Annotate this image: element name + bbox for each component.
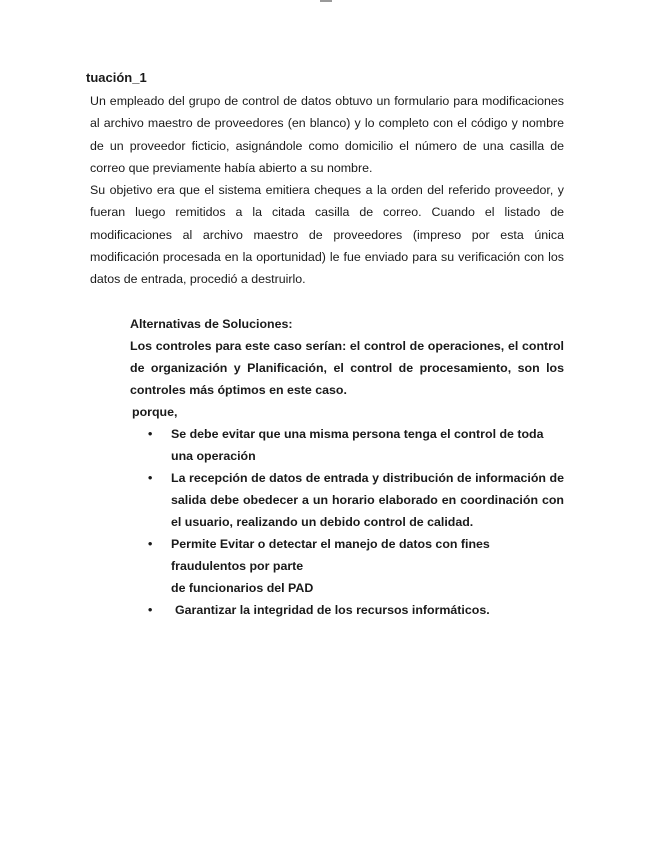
solutions-porque: porque, [132,405,178,419]
bullet-marker: • [148,427,153,441]
bullet-item [130,599,564,621]
case-paragraph-1: Un empleado del grupo de control de datos obtuvo un formulario para modificaciones al archivo maestro de proveedores (en blanco) y lo completo con el código y nombre de un proveedor ficticio, asignándole como domicilio el número de una casilla de correo que previamente había abierto a su nombre. [90,94,564,175]
bullet-text: Se debe evitar que una misma persona tenga el control de toda una operación [171,427,544,463]
bullet-item [130,467,564,533]
page-header-mark [320,0,332,2]
solutions-title: Alternativas de Soluciones: [130,317,293,331]
bullet-item [130,423,564,467]
solutions-statement: Los controles para este caso serían: el control de operaciones, el control de organización y Planificación, el control de procesamiento, son los controles más óptimos en este caso. [130,339,564,397]
case-paragraph-2: Su objetivo era que el sistema emitiera cheques a la orden del referido proveedor, y fueran luego remitidos a la citada casilla de correo. Cuando el listado de modificaciones al archivo maestro de proveedores (impreso por esta única modificación procesada en la oportunidad) le fue enviado para su verificación con los datos de entrada, procedió a destruirlo. [90,183,564,287]
bullet-item [130,533,564,599]
bullet-marker: • [148,537,153,551]
bullet-text: Garantizar la integridad de los recursos informáticos. [175,603,490,617]
bullet-text-continuation: de funcionarios del PAD [171,581,314,595]
case-description [90,90,564,291]
bullet-marker: • [148,603,153,617]
section-heading: tuación_1 [86,70,147,85]
bullet-text: La recepción de datos de entrada y distribución de información de salida debe obedecer a un horario elaborado en coordinación con el usuario, realizando un debido control de calidad. [171,471,564,529]
solutions-section [130,313,564,621]
bullet-marker: • [148,471,153,485]
bullet-text: Permite Evitar o detectar el manejo de datos con fines fraudulentos por parte [171,537,490,573]
solutions-bullet-list [130,423,564,621]
